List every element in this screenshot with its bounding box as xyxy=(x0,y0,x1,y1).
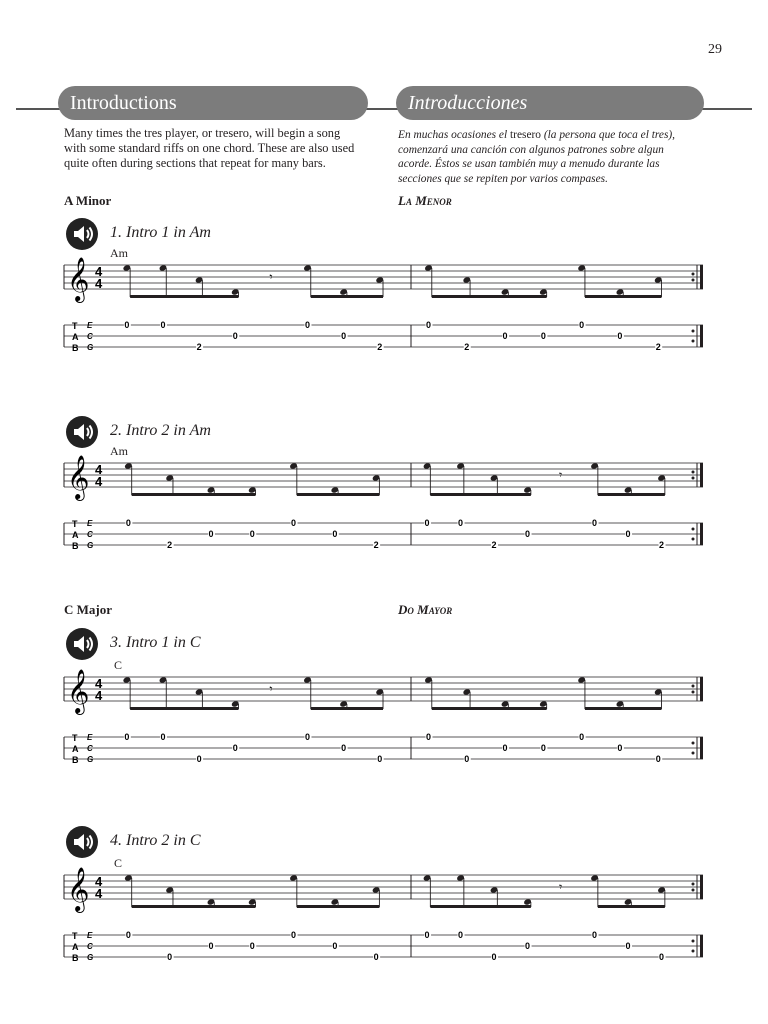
tab-fret-number: 0 xyxy=(332,941,338,951)
time-signature-top: 4 xyxy=(95,874,103,889)
tab-fret-number: 0 xyxy=(332,529,338,539)
intro-en-line: Many times the tres player, or tresero, will begin a song xyxy=(64,126,341,140)
time-signature-bottom: 4 xyxy=(95,886,103,901)
intro-english xyxy=(64,126,374,172)
tab-clef-letter: B xyxy=(72,953,79,963)
eighth-rest: 𝄾 xyxy=(559,468,563,482)
tab-fret-number: 0 xyxy=(502,331,508,341)
speaker-glyph xyxy=(66,416,98,448)
note-beam xyxy=(311,707,383,710)
time-signature-bottom: 4 xyxy=(95,474,103,489)
tab-fret-number: 0 xyxy=(208,529,214,539)
chord-symbol: C xyxy=(114,856,123,870)
repeat-dot xyxy=(692,742,695,745)
tab-fret-number: 0 xyxy=(249,529,255,539)
final-barline xyxy=(700,737,703,759)
repeat-dot xyxy=(692,950,695,953)
section-heading-es: Do Mayor xyxy=(398,602,453,617)
tab-fret-number: 0 xyxy=(579,320,585,330)
time-signature-top: 4 xyxy=(95,462,103,477)
treble-clef: 𝄞 xyxy=(67,259,90,301)
tab-fret-number: 0 xyxy=(232,743,238,753)
tab-fret-number: 0 xyxy=(464,754,470,764)
tab-fret-number: 2 xyxy=(659,540,665,550)
tab-fret-number: 0 xyxy=(525,529,531,539)
eighth-rest: 𝄾 xyxy=(269,270,273,284)
tab-fret-number: 0 xyxy=(458,518,464,528)
tab-fret-number: 0 xyxy=(592,518,598,528)
tab-fret-number: 0 xyxy=(655,754,661,764)
tab-clef-letter: T xyxy=(72,931,78,941)
notation-system xyxy=(0,453,768,563)
repeat-dot xyxy=(692,691,695,694)
tab-fret-number: 0 xyxy=(124,732,130,742)
note-beam xyxy=(430,905,530,908)
tab-fret-number: 0 xyxy=(625,941,631,951)
tab-fret-number: 2 xyxy=(167,540,173,550)
tab-fret-number: 2 xyxy=(464,342,470,352)
chord-symbol: C xyxy=(114,658,123,672)
tab-fret-number: 0 xyxy=(617,331,623,341)
note-beam xyxy=(297,493,380,496)
tab-fret-number: 0 xyxy=(291,930,297,940)
tab-fret-number: 2 xyxy=(491,540,497,550)
tab-fret-number: 0 xyxy=(525,941,531,951)
tab-string-name: G xyxy=(87,541,94,550)
repeat-dot xyxy=(692,889,695,892)
tab-clef-letter: T xyxy=(72,321,78,331)
note-beam xyxy=(130,295,238,298)
tab-fret-number: 0 xyxy=(160,320,166,330)
tab-fret-number: 0 xyxy=(125,518,131,528)
tab-fret-number: 0 xyxy=(249,941,255,951)
note-beam xyxy=(598,905,665,908)
time-signature-bottom: 4 xyxy=(95,276,103,291)
tab-clef-letter: B xyxy=(72,755,79,765)
heading-en-text: Introductions xyxy=(70,91,177,114)
example-title: 3. Intro 1 in C xyxy=(110,634,201,651)
eighth-rest: 𝄾 xyxy=(559,880,563,894)
repeat-dot xyxy=(692,752,695,755)
tab-fret-number: 0 xyxy=(377,754,383,764)
note-beam xyxy=(130,707,238,710)
final-barline xyxy=(700,875,703,899)
tab-fret-number: 0 xyxy=(617,743,623,753)
tab-fret-number: 0 xyxy=(502,743,508,753)
intro-es-line: comenzará una canción con algunos patrones sobre algun xyxy=(398,143,664,156)
tab-string-name: E xyxy=(87,519,93,528)
audio-speaker-icon[interactable] xyxy=(66,416,98,448)
tab-string-name: C xyxy=(87,530,93,539)
tab-string-name: G xyxy=(87,953,94,962)
tab-fret-number: 0 xyxy=(304,732,310,742)
note-beam xyxy=(311,295,383,298)
note-beam xyxy=(432,295,547,298)
repeat-dot xyxy=(692,471,695,474)
tab-fret-number: 0 xyxy=(579,732,585,742)
tab-fret-number: 0 xyxy=(167,952,173,962)
tab-clef-letter: B xyxy=(72,541,79,551)
intro-en-line: with some standard riffs on one chord. These are also used xyxy=(64,141,355,156)
tab-fret-number: 0 xyxy=(659,952,665,962)
tab-fret-number: 0 xyxy=(540,743,546,753)
repeat-dot xyxy=(692,538,695,541)
notation-system xyxy=(0,865,768,975)
speaker-glyph xyxy=(66,826,98,858)
tab-fret-number: 2 xyxy=(655,342,661,352)
note-beam xyxy=(132,905,256,908)
repeat-dot xyxy=(692,273,695,276)
tab-fret-number: 0 xyxy=(304,320,310,330)
tab-clef-letter: A xyxy=(72,332,79,342)
note-beam xyxy=(585,295,662,298)
intro-es-line: acorde. Éstos se usan también muy a menudo durante las xyxy=(398,158,660,171)
final-barline xyxy=(700,935,703,957)
tab-clef-letter: A xyxy=(72,744,79,754)
tab-string-name: E xyxy=(87,321,93,330)
section-heading-en: C Major xyxy=(64,602,113,617)
page-number: 29 xyxy=(708,42,722,57)
chord-symbol: Am xyxy=(110,246,128,260)
intro-es-line: secciones que se repiten por varios compases. xyxy=(398,172,608,185)
tab-fret-number: 2 xyxy=(377,342,383,352)
tab-string-name: C xyxy=(87,744,93,753)
tab-fret-number: 0 xyxy=(424,930,430,940)
tab-clef-letter: T xyxy=(72,733,78,743)
heading-en xyxy=(58,86,368,120)
note-beam xyxy=(132,493,256,496)
final-barline xyxy=(700,325,703,347)
time-signature-top: 4 xyxy=(95,676,103,691)
tab-fret-number: 0 xyxy=(160,732,166,742)
section-heading-es: La Menor xyxy=(398,193,452,208)
example-title: 2. Intro 2 in Am xyxy=(110,422,211,439)
tab-fret-number: 0 xyxy=(425,732,432,742)
note-beam xyxy=(297,905,380,908)
repeat-dot xyxy=(692,685,695,688)
tab-fret-number: 0 xyxy=(341,743,347,753)
chord-symbol: Am xyxy=(110,444,128,458)
tab-fret-number: 2 xyxy=(373,540,379,550)
tab-fret-number: 0 xyxy=(425,320,432,330)
tab-string-name: C xyxy=(87,332,93,341)
tab-clef-letter: A xyxy=(72,530,79,540)
audio-speaker-icon[interactable] xyxy=(66,218,98,250)
repeat-dot xyxy=(692,528,695,531)
tab-fret-number: 0 xyxy=(491,952,497,962)
audio-speaker-icon[interactable] xyxy=(66,826,98,858)
example-title: 4. Intro 2 in C xyxy=(110,832,201,849)
tab-fret-number: 2 xyxy=(196,342,202,352)
intro-es-line: En muchas ocasiones el tresero (la persona que toca el tres), xyxy=(398,129,676,141)
tab-string-name: E xyxy=(87,931,93,940)
repeat-dot xyxy=(692,340,695,343)
final-barline xyxy=(700,463,703,487)
tab-fret-number: 0 xyxy=(592,930,598,940)
repeat-dot xyxy=(692,883,695,886)
final-barline xyxy=(700,265,703,289)
final-barline xyxy=(700,523,703,545)
speaker-glyph xyxy=(66,628,98,660)
treble-clef: 𝄞 xyxy=(67,457,90,499)
tab-fret-number: 0 xyxy=(196,754,202,764)
notation-system xyxy=(0,667,768,777)
heading-es xyxy=(396,86,704,120)
tab-string-name: E xyxy=(87,733,93,742)
tab-fret-number: 0 xyxy=(125,930,131,940)
note-beam xyxy=(430,493,530,496)
notation-system xyxy=(0,255,768,365)
tab-clef-letter: T xyxy=(72,519,78,529)
tab-fret-number: 0 xyxy=(625,529,631,539)
tab-string-name: C xyxy=(87,942,93,951)
intro-spanish xyxy=(398,128,698,186)
time-signature-bottom: 4 xyxy=(95,688,103,703)
intro-en-line: quite often during sections that repeat for many bars. xyxy=(64,156,326,171)
tab-fret-number: 0 xyxy=(291,518,297,528)
repeat-dot xyxy=(692,477,695,480)
treble-clef: 𝄞 xyxy=(67,671,90,713)
tab-fret-number: 0 xyxy=(341,331,347,341)
tab-fret-number: 0 xyxy=(424,518,430,528)
tab-fret-number: 0 xyxy=(373,952,379,962)
tab-fret-number: 0 xyxy=(458,930,464,940)
treble-clef: 𝄞 xyxy=(67,869,90,911)
tab-clef-letter: B xyxy=(72,343,79,353)
audio-speaker-icon[interactable] xyxy=(66,628,98,660)
tab-string-name: G xyxy=(87,343,94,352)
note-beam xyxy=(585,707,662,710)
speaker-glyph xyxy=(66,218,98,250)
tab-string-name: G xyxy=(87,755,94,764)
example-title: 1. Intro 1 in Am xyxy=(110,224,211,241)
note-beam xyxy=(432,707,547,710)
tab-fret-number: 0 xyxy=(208,941,214,951)
note-beam xyxy=(598,493,665,496)
repeat-dot xyxy=(692,940,695,943)
tab-clef-letter: A xyxy=(72,942,79,952)
repeat-dot xyxy=(692,279,695,282)
heading-es-text: Introducciones xyxy=(408,91,528,114)
time-signature-top: 4 xyxy=(95,264,103,279)
final-barline xyxy=(700,677,703,701)
tab-fret-number: 0 xyxy=(124,320,130,330)
tab-fret-number: 0 xyxy=(232,331,238,341)
section-heading-en: A Minor xyxy=(64,193,112,208)
tab-fret-number: 0 xyxy=(540,331,546,341)
repeat-dot xyxy=(692,330,695,333)
eighth-rest: 𝄾 xyxy=(269,682,273,696)
